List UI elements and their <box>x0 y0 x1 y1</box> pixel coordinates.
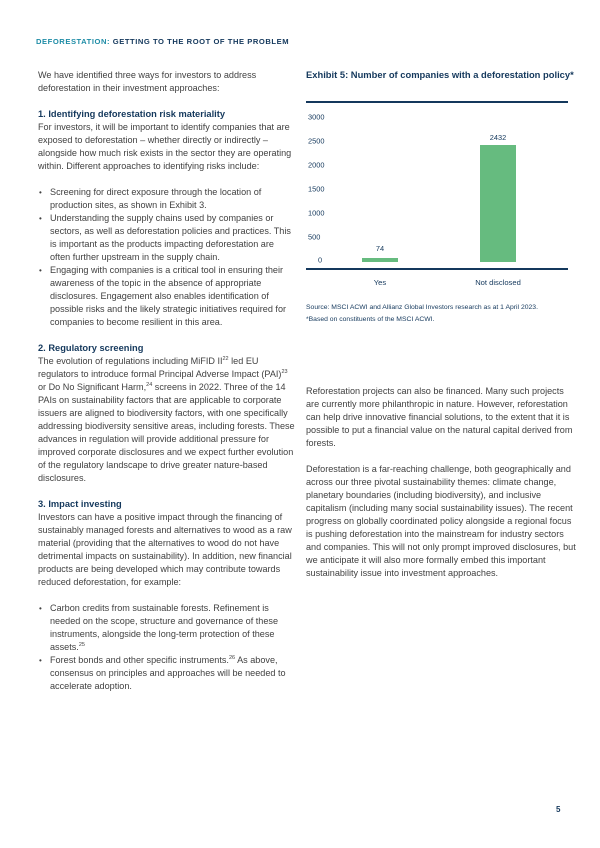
footnote-ref[interactable]: 26 <box>228 655 236 661</box>
y-tick: 1500 <box>308 184 325 194</box>
x-label: Yes <box>373 278 387 287</box>
right-paragraph-1: Reforestation projects can also be financed. Many such projects are currently more philanthropic in nature. However, reforestation can help drive innovative financial solutions, to the extent that it is possible to put a financial value on the natural capital derived from forests. <box>306 386 573 448</box>
section-2-body: The evolution of regulations including MiFID II$^{22}$ led EU regulators to introduce formal Principal Adverse Impact (PAI)$^{23}$ or Do No Significant Harm,$^{24}$ screens in 2022. Three of the 14 PAIs on sustainability factors that are applicable to corporate issuers are aligned to biodiversity factors, with one specifically addressing biodiversity sensitive areas, including forests. These advances in regulation will provide additional pressure for improved corporate disclosures and we expect further evolution of the regulatory landscape to drive greater nature-based disclosures. <box>38 356 295 483</box>
y-tick: 2500 <box>308 136 325 146</box>
x-label: Not disclosed <box>475 278 521 287</box>
running-header <box>36 37 289 46</box>
footnote-ref[interactable]: 25 <box>78 642 85 648</box>
y-tick: 500 <box>308 232 321 242</box>
y-tick: 2000 <box>308 160 325 170</box>
bullet-item: • Carbon credits from sustainable forests. Refinement is needed on the scope, structure and governance of these instruments, alongside the long-term protection of these assets.$^{25}$ <box>38 602 296 654</box>
page-number: 5 <box>556 805 561 814</box>
footnote-ref[interactable]: 23 <box>281 369 288 375</box>
section-1-title: 1. Identifying deforestation risk materiality <box>38 109 226 119</box>
section-2-title: 2. Regulatory screening <box>38 343 144 353</box>
exhibit-source <box>306 302 586 326</box>
bar-not-disclosed <box>480 145 516 262</box>
right-paragraph-2: Deforestation is a far-reaching challenge, both geographically and across our three pivotal sustainability themes: climate change, planetary boundaries (including biodiversity), and inclusive capitalism (including many social sustainability issues). The recent progress on globally coordinated policy alongside a regional focus is pushing deforestation into the mainstream for industry sectors and companies. This will not only prompt improved disclosures, but we anticipate it will also more formally embed this important sustainability issue into investment approaches. <box>306 464 576 578</box>
bar-value-label: 74 <box>375 244 385 253</box>
bar-chart <box>306 108 568 308</box>
x-axis-line <box>306 268 568 270</box>
header-topic: DEFORESTATION: <box>36 37 111 46</box>
footnote-ref[interactable]: 22 <box>222 356 229 362</box>
bar-yes <box>362 258 398 262</box>
section-1-bullets <box>38 186 296 329</box>
right-column <box>306 385 576 580</box>
exhibit-divider <box>306 101 568 103</box>
y-tick: 1000 <box>308 208 325 218</box>
chart-footnote: *Based on constituents of the MSCI ACWI. <box>306 316 435 323</box>
exhibit-title: Exhibit 5: Number of companies with a deforestation policy* <box>306 69 574 80</box>
bullet-item: • Screening for direct exposure through the location of production sites, as shown in Exhibit 3. <box>38 186 296 212</box>
section-1-body: For investors, it will be important to identify companies that are exposed to deforestation – whether directly or indirectly – alongside how much risk exists in the sector they are operating within. Different approaches to identifying risks include: <box>38 122 292 171</box>
bullet-item: • Engaging with companies is a critical tool in ensuring their awareness of the topic in the absence of appropriate disclosures. Engagement also enables identification of possible risks and the likely strategic initiatives required for companies to become resilient in this area. <box>38 264 296 329</box>
header-subtitle: GETTING TO THE ROOT OF THE PROBLEM <box>112 37 290 46</box>
section-3-title: 3. Impact investing <box>38 499 122 509</box>
bullet-item: • Forest bonds and other specific instruments.$^{26}$ As above, consensus on principles and approaches will be needed to accelerate adoption. <box>38 654 296 693</box>
footnote-ref[interactable]: 24 <box>146 382 153 388</box>
source-note: Source: MSCI ACWI and Allianz Global Investors research as at 1 April 2023. <box>306 304 538 311</box>
section-3-bullets <box>38 602 296 693</box>
y-tick: 3000 <box>308 112 325 122</box>
section-3-body: Investors can have a positive impact through the financing of sustainably managed forests and alternatives to wood as a raw material (providing that the alternatives to wood do not have detrimental impacts on sustainability). In addition, new financial products are being developed which may contribute towards reduced deforestation, for example: <box>38 512 292 587</box>
left-column <box>38 69 296 693</box>
y-tick: 0 <box>318 255 323 265</box>
intro-paragraph: We have identified three ways for investors to address deforestation in their investment approaches: <box>38 70 257 93</box>
bar-value-label: 2432 <box>489 133 507 142</box>
bullet-item: • Understanding the supply chains used by companies or sectors, as well as deforestation policies and practices. This is important as the products impacting deforestation are often further upstream in the supply chain. <box>38 212 296 264</box>
exhibit-5 <box>306 68 576 287</box>
